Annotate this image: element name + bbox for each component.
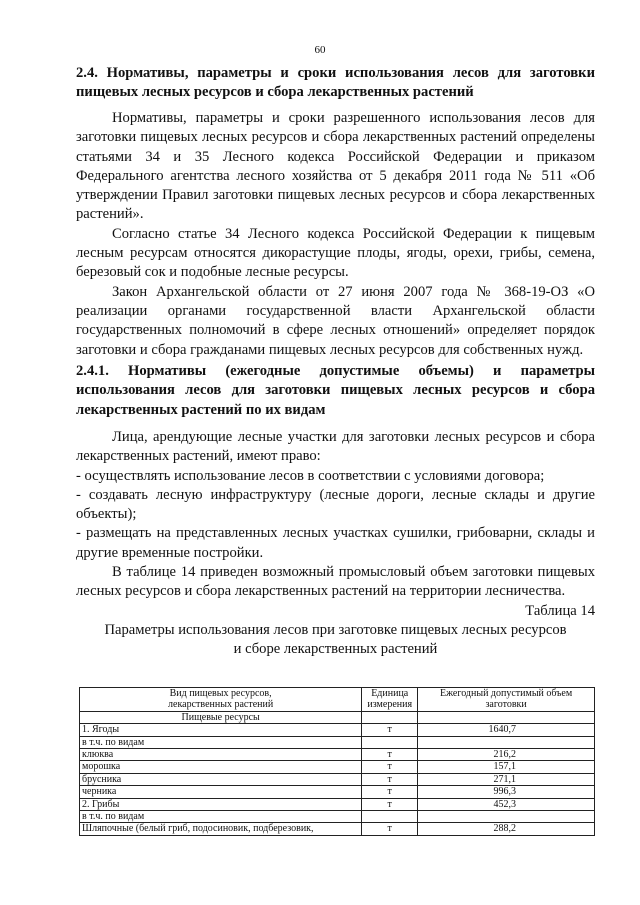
table-caption-line1: Параметры использования лесов при заготовке пищевых лесных ресурсов — [104, 621, 567, 638]
row-unit: т — [362, 724, 418, 736]
section-2-4-1-heading: 2.4.1. Нормативы (ежегодные допустимые объемы) и параметры использования лесов для заготовки пищевых лесных ресурсов и сбора лекарственных растений по их видам — [76, 363, 595, 418]
row-value: 216,2 — [418, 749, 595, 761]
row-unit: т — [362, 749, 418, 761]
row-name: 2. Грибы — [80, 798, 362, 810]
table-group-row — [80, 711, 595, 723]
row-unit: т — [362, 786, 418, 798]
section-2-4-body — [76, 109, 595, 360]
row-name: 1. Ягоды — [80, 724, 362, 736]
row-name: в т.ч. по видам — [80, 736, 362, 748]
paragraph-table-ref: В таблице 14 приведен возможный промысловый объем заготовки пищевых лесных ресурсов и сбора лекарственных растений на территории лесничества. — [76, 564, 595, 600]
paragraph-norms: Нормативы, параметры и сроки разрешенного использования лесов для заготовки пищевых лесных ресурсов и сбора лекарственных растений определены статьями 34 и 35 Лесного кодекса Российской Федерации и приказом Федерального агентства лесного хозяйства от 5 декабря 2011 года № 511 «Об утверждении Правил заготовки пищевых лесных ресурсов и сбора лекарственных растений». — [76, 110, 595, 223]
row-unit — [362, 811, 418, 823]
header-resource-type: Вид пищевых ресурсов, лекарственных растений — [80, 688, 362, 712]
row-value: 1640,7 — [418, 724, 595, 736]
row-value — [418, 736, 595, 748]
table-label: Таблица 14 — [525, 602, 595, 619]
row-value — [418, 811, 595, 823]
row-value: 452,3 — [418, 798, 595, 810]
section-2-4-1-body — [76, 428, 595, 660]
paragraph-regional-law: Закон Архангельской области от 27 июня 2007 года № 368-19-ОЗ «О реализации органами государственной власти Архангельской области государственных полномочий в сфере лесных отношений» определяет порядок заготовки и сбора гражданами пищевых лесных ресурсов для собственных нужд. — [76, 283, 595, 358]
table-row — [80, 786, 595, 798]
header-annual-volume: Ежегодный допустимый объем заготовки — [418, 688, 595, 712]
table-caption-line2: и сборе лекарственных растений — [233, 641, 438, 658]
page-number: 60 — [314, 44, 326, 56]
row-name: клюква — [80, 749, 362, 761]
table-row — [80, 749, 595, 761]
list-item: - размещать на представленных лесных участках сушилки, грибоварни, склады и другие временные постройки. — [76, 525, 595, 561]
table-14 — [79, 687, 595, 836]
table-row — [80, 823, 595, 835]
table-row — [80, 724, 595, 736]
table-row — [80, 736, 595, 748]
row-name: морошка — [80, 761, 362, 773]
row-name: в т.ч. по видам — [80, 811, 362, 823]
row-value: 271,1 — [418, 773, 595, 785]
row-unit — [362, 736, 418, 748]
header-unit: Единица измерения — [362, 688, 418, 712]
list-item: - создавать лесную инфраструктуру (лесные дороги, лесные склады и другие объекты); — [76, 486, 595, 523]
row-value: 288,2 — [418, 823, 595, 835]
row-name: Шляпочные (белый гриб, подосиновик, подберезовик, — [80, 823, 362, 835]
row-value: 157,1 — [418, 761, 595, 773]
row-name: черника — [80, 786, 362, 798]
table-row — [80, 761, 595, 773]
table-header-row — [80, 688, 595, 712]
group-label: Пищевые ресурсы — [80, 711, 362, 723]
row-name: брусника — [80, 773, 362, 785]
table-row — [80, 773, 595, 785]
table-row — [80, 811, 595, 823]
paragraph-rights-intro: Лица, арендующие лесные участки для заготовки лесных ресурсов и сбора лекарственных растений, имеют право: — [76, 429, 595, 465]
list-item: - осуществлять использование лесов в соответствии с условиями договора; — [76, 467, 545, 484]
row-unit: т — [362, 798, 418, 810]
row-unit: т — [362, 773, 418, 785]
paragraph-article-34: Согласно статье 34 Лесного кодекса Российской Федерации к пищевым лесным ресурсам относятся дикорастущие плоды, ягоды, орехи, грибы, семена, березовый сок и подобные лесные ресурсы. — [76, 225, 595, 281]
row-unit: т — [362, 761, 418, 773]
section-2-4-heading: 2.4. Нормативы, параметры и сроки использования лесов для заготовки пищевых лесных ресурсов и сбора лекарственных растений — [76, 65, 595, 101]
table-row — [80, 798, 595, 810]
row-value: 996,3 — [418, 786, 595, 798]
row-unit: т — [362, 823, 418, 835]
